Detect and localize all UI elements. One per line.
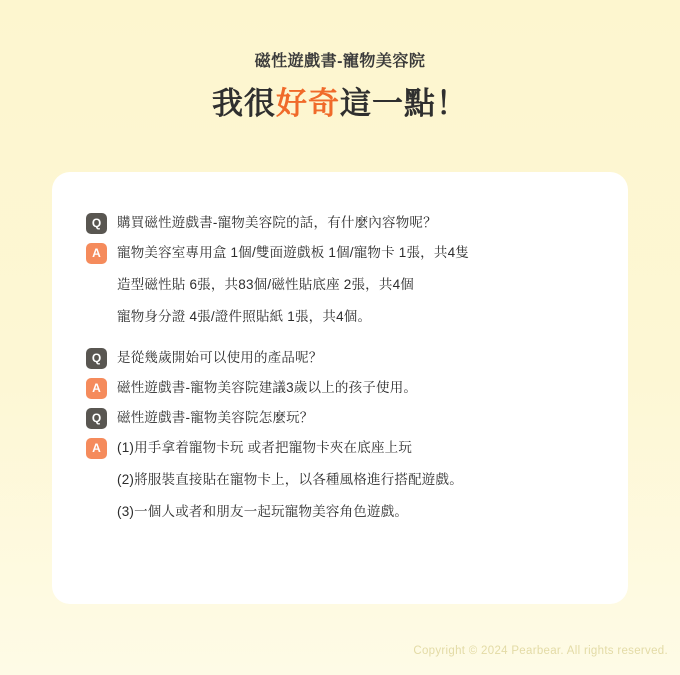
answer-text-continued: 造型磁性貼 6張，共83個/磁性貼底座 2張，共4個 — [117, 277, 414, 292]
answer-text: 寵物美容室專用盒 1個/雙面遊戲板 1個/寵物卡 1張，共4隻 — [117, 245, 469, 260]
list-item — [86, 347, 594, 369]
question-text: 磁性遊戲書-寵物美容院怎麼玩？ — [117, 410, 314, 425]
question-text: 是從幾歲開始可以使用的產品呢？ — [117, 350, 323, 365]
answer-text-continued: 寵物身分證 4張/證件照貼紙 1張，共4個。 — [117, 309, 372, 324]
question-badge: Q — [86, 408, 107, 429]
list-item — [86, 469, 594, 491]
question-text: 購買磁性遊戲書-寵物美容院的話，有什麼內容物呢？ — [117, 215, 437, 230]
answer-text-continued: (2)將服裝直接貼在寵物卡上，以各種風格進行搭配遊戲。 — [117, 472, 463, 487]
answer-badge: A — [86, 438, 107, 459]
badge-spacer — [86, 502, 107, 523]
list-item — [86, 437, 594, 459]
title-prefix: 我很 — [212, 85, 276, 121]
badge-spacer — [86, 307, 107, 328]
list-item — [86, 242, 594, 264]
page-title — [0, 85, 680, 124]
list-item — [86, 501, 594, 523]
list-item — [86, 377, 594, 399]
faq-list — [86, 212, 594, 531]
list-item — [86, 407, 594, 429]
list-item — [86, 212, 594, 234]
list-item — [86, 306, 594, 328]
answer-text: (1)用手拿着寵物卡玩 或者把寵物卡夾在底座上玩 — [117, 440, 413, 455]
answer-text: 磁性遊戲書-寵物美容院建議3歲以上的孩子使用。 — [117, 380, 418, 395]
question-badge: Q — [86, 213, 107, 234]
title-suffix: 這一點！ — [340, 85, 468, 121]
faq-card — [52, 172, 628, 604]
page-subtitle: 磁性遊戲書-寵物美容院 — [254, 53, 426, 70]
badge-spacer — [86, 470, 107, 491]
page-header — [0, 0, 680, 124]
badge-spacer — [86, 275, 107, 296]
answer-badge: A — [86, 243, 107, 264]
footer-copyright: Copyright © 2024 Pearbear. All rights reserved. — [413, 645, 668, 657]
title-highlight: 好奇 — [276, 85, 340, 121]
answer-text-continued: (3)一個人或者和朋友一起玩寵物美容角色遊戲。 — [117, 504, 409, 519]
answer-badge: A — [86, 378, 107, 399]
list-item — [86, 274, 594, 296]
question-badge: Q — [86, 348, 107, 369]
